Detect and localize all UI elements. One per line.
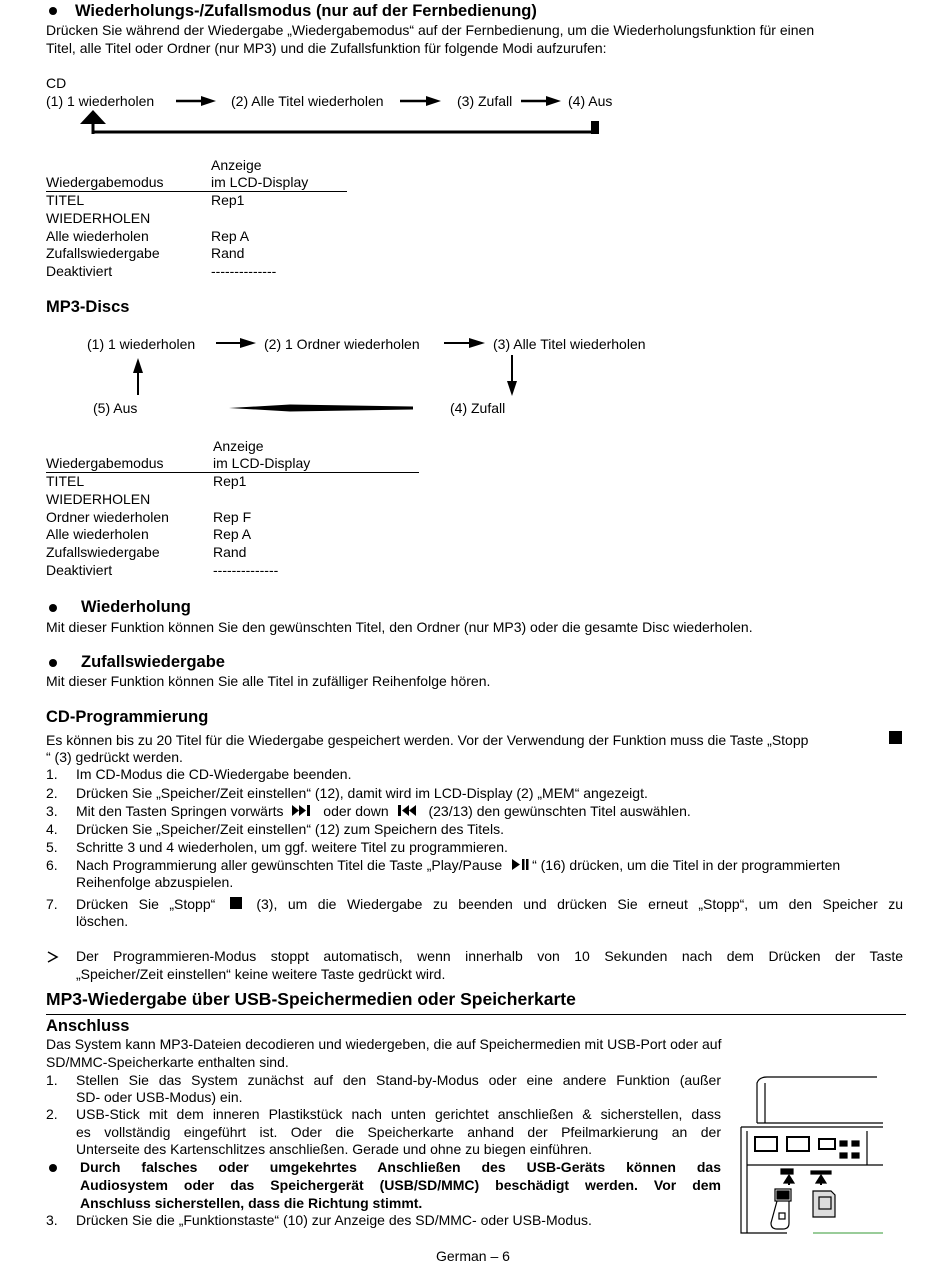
- random-text: Mit dieser Funktion können Sie alle Titel in zufälliger Reihenfolge hören.: [46, 673, 491, 689]
- step-number: 3.: [46, 1212, 58, 1228]
- arrow-bullet-icon: [47, 951, 59, 963]
- usb-intro: Das System kann MP3-Dateien decodieren und wiedergeben, die auf Speichermedien mit USB-Port oder auf: [46, 1036, 722, 1052]
- mp3-flow-step: (5) Aus: [93, 400, 138, 416]
- usb-step-text: Drücken Sie die „Funktionstaste“ (10) zur Anzeige des SD/MMC- oder USB-Modus.: [76, 1212, 592, 1228]
- bullet-icon: [49, 1164, 57, 1172]
- step-number: 3.: [46, 803, 58, 819]
- table-cell-mode: Deaktiviert: [46, 263, 113, 279]
- cd-flow-label: CD: [46, 75, 67, 91]
- table-header-display: Anzeige: [213, 438, 264, 454]
- random-heading: Zufallswiedergabe: [81, 653, 225, 671]
- mp3-flow-step: (3) Alle Titel wiederholen: [493, 336, 646, 352]
- table-cell-mode: Zufallswiedergabe: [46, 245, 160, 261]
- step-number: 5.: [46, 839, 58, 855]
- note-text: Der Programmieren-Modus stoppt automatisch, wenn innerhalb von 10 Sekunden nach dem Drücken der Taste: [76, 948, 903, 964]
- table-cell-display: Rep A: [211, 228, 250, 244]
- mp3-flow-step: (1) 1 wiederholen: [87, 336, 196, 352]
- skip-forward-icon: [291, 804, 315, 817]
- table-cell-display: Rep F: [213, 509, 252, 525]
- usb-step-text: Stellen Sie das System zunächst auf den Stand-by-Modus oder eine andere Funktion (außer: [76, 1072, 721, 1088]
- step-text: Drücken Sie „Speicher/Zeit einstellen“ (12), damit wird im LCD-Display (2) „MEM“ angezeigt.: [76, 785, 648, 801]
- mp3-heading: MP3-Discs: [46, 298, 130, 316]
- warning-text: Audiosystem oder das Speichergerät (USB/SD/MMC) beschädigt werden. Vor dem: [80, 1177, 721, 1193]
- cd-flow-step: (4) Aus: [568, 93, 613, 109]
- table-cell-mode: Zufallswiedergabe: [46, 544, 160, 560]
- step-text-part: Nach Programmierung aller gewünschten Titel die Taste „Play/Pause: [76, 857, 503, 873]
- step-number: 2.: [46, 1106, 58, 1122]
- repeat-heading: Wiederholung: [81, 598, 191, 616]
- cd-program-intro: “ (3) gedrückt werden.: [46, 749, 183, 765]
- device-usb-port-illustration: [737, 1073, 883, 1235]
- intro-line: Drücken Sie während der Wiedergabe „Wiedergabemodus“ auf der Fernbedienung, um die Wiederholungsfunktion für einen: [46, 22, 815, 38]
- mp3-flow-step: (4) Zufall: [450, 400, 506, 416]
- stop-icon: [230, 897, 242, 909]
- table-cell-display: Rep1: [211, 192, 245, 208]
- page-footer: German – 6: [436, 1248, 510, 1264]
- step-number: 7.: [46, 896, 58, 912]
- cd-program-heading: CD-Programmierung: [46, 708, 209, 726]
- step-text: [76, 803, 903, 820]
- bullet-icon: [49, 659, 57, 667]
- step-text: [76, 857, 903, 874]
- step-text: [76, 896, 903, 913]
- cd-flow-arrows: [80, 96, 599, 134]
- warning-text: Durch falsches oder umgekehrtes Anschließen des USB-Geräts können das: [80, 1159, 721, 1175]
- table-cell-mode: Alle wiederholen: [46, 228, 149, 244]
- step-text-part: Mit den Tasten Springen vorwärts: [76, 803, 284, 819]
- skip-back-icon: [397, 804, 421, 817]
- table-cell-display: --------------: [213, 562, 279, 578]
- step-text: Drücken Sie „Speicher/Zeit einstellen“ (12) zum Speichern des Titels.: [76, 821, 504, 837]
- table-cell-display: --------------: [211, 263, 277, 279]
- table-cell-mode: Ordner wiederholen: [46, 509, 169, 525]
- note-text: „Speicher/Zeit einstellen“ keine weitere Taste gedrückt wird.: [76, 966, 446, 982]
- warning-text: Anschluss sicherstellen, dass die Richtung stimmt.: [80, 1195, 423, 1211]
- table-cell-mode: WIEDERHOLEN: [46, 491, 151, 507]
- intro-line: Titel, alle Titel oder Ordner (nur MP3) und die Zufallsfunktion für folgende Modi aufzurufen:: [46, 40, 607, 56]
- step-number: 1.: [46, 766, 58, 782]
- usb-step-text: Unterseite des Kartenschlitzes anschließen. Gerade und ohne zu biegen einführen.: [76, 1141, 592, 1157]
- table-cell-mode: TITEL: [46, 473, 85, 489]
- step-text-part: “ (16) drücken, um die Titel in der programmierten: [532, 857, 841, 873]
- cd-flow-step: (2) Alle Titel wiederholen: [231, 93, 384, 109]
- usb-intro: SD/MMC-Speicherkarte enthalten sind.: [46, 1054, 289, 1070]
- usb-step-text: SD- oder USB-Modus) ein.: [76, 1089, 243, 1105]
- step-text: Im CD-Modus die CD-Wiedergabe beenden.: [76, 766, 352, 782]
- step-text-part: (23/13) den gewünschten Titel auswählen.: [428, 803, 691, 819]
- step-text: Reihenfolge abzuspielen.: [76, 874, 234, 890]
- table-header-display: Anzeige: [211, 157, 262, 173]
- table-cell-display: Rand: [213, 544, 247, 560]
- table-cell-mode: Deaktiviert: [46, 562, 113, 578]
- stop-icon: [889, 731, 902, 744]
- table-cell-mode: TITEL: [46, 192, 85, 208]
- step-number: 4.: [46, 821, 58, 837]
- step-text-part: (3), um die Wiedergabe zu beenden und drücken Sie erneut „Stopp“, um den Speicher zu: [256, 896, 904, 912]
- cd-flow-step: (1) 1 wiederholen: [46, 93, 155, 109]
- play-pause-icon: [510, 858, 532, 871]
- table-divider: [46, 191, 347, 192]
- bullet-icon: [49, 604, 57, 612]
- usb-step-text: es vollständig eingeführt ist. Oder die Speicherkarte anhand der Pfeilmarkierung an der: [76, 1124, 721, 1140]
- mp3-flow-step: (2) 1 Ordner wiederholen: [264, 336, 420, 352]
- table-cell-display: Rep1: [213, 473, 247, 489]
- section-divider: [46, 1014, 906, 1015]
- table-cell-mode: Alle wiederholen: [46, 526, 149, 542]
- step-text-part: Drücken Sie „Stopp“: [76, 896, 216, 912]
- step-number: 6.: [46, 857, 58, 873]
- table-header-mode: Wiedergabemodus: [46, 174, 164, 190]
- repeat-text: Mit dieser Funktion können Sie den gewünschten Titel, den Ordner (nur MP3) oder die gesamte Disc wiederholen.: [46, 619, 753, 635]
- section-heading-repeat-mode: Wiederholungs-/Zufallsmodus (nur auf der Fernbedienung): [75, 2, 537, 20]
- cd-program-intro: Es können bis zu 20 Titel für die Wiedergabe gespeichert werden. Vor der Verwendung der Funktion muss die Taste „Stopp: [46, 732, 809, 748]
- step-number: 1.: [46, 1072, 58, 1088]
- step-text: löschen.: [76, 913, 129, 929]
- table-cell-display: Rand: [211, 245, 245, 261]
- step-number: 2.: [46, 785, 58, 801]
- table-header-display: im LCD-Display: [213, 455, 311, 471]
- usb-step-text: USB-Stick mit dem inneren Plastikstück nach unten gerichtet anschließen & sicherstellen, dass: [76, 1106, 721, 1122]
- step-text-part: oder down: [323, 803, 389, 819]
- table-cell-mode: WIEDERHOLEN: [46, 210, 151, 226]
- table-header-mode: Wiedergabemodus: [46, 455, 164, 471]
- table-cell-display: Rep A: [213, 526, 252, 542]
- step-text: Schritte 3 und 4 wiederholen, um ggf. weitere Titel zu programmieren.: [76, 839, 508, 855]
- cd-flow-step: (3) Zufall: [457, 93, 513, 109]
- usb-section-heading: MP3-Wiedergabe über USB-Speichermedien oder Speicherkarte: [46, 989, 576, 1009]
- usb-subheading: Anschluss: [46, 1017, 130, 1035]
- table-header-display: im LCD-Display: [211, 174, 309, 190]
